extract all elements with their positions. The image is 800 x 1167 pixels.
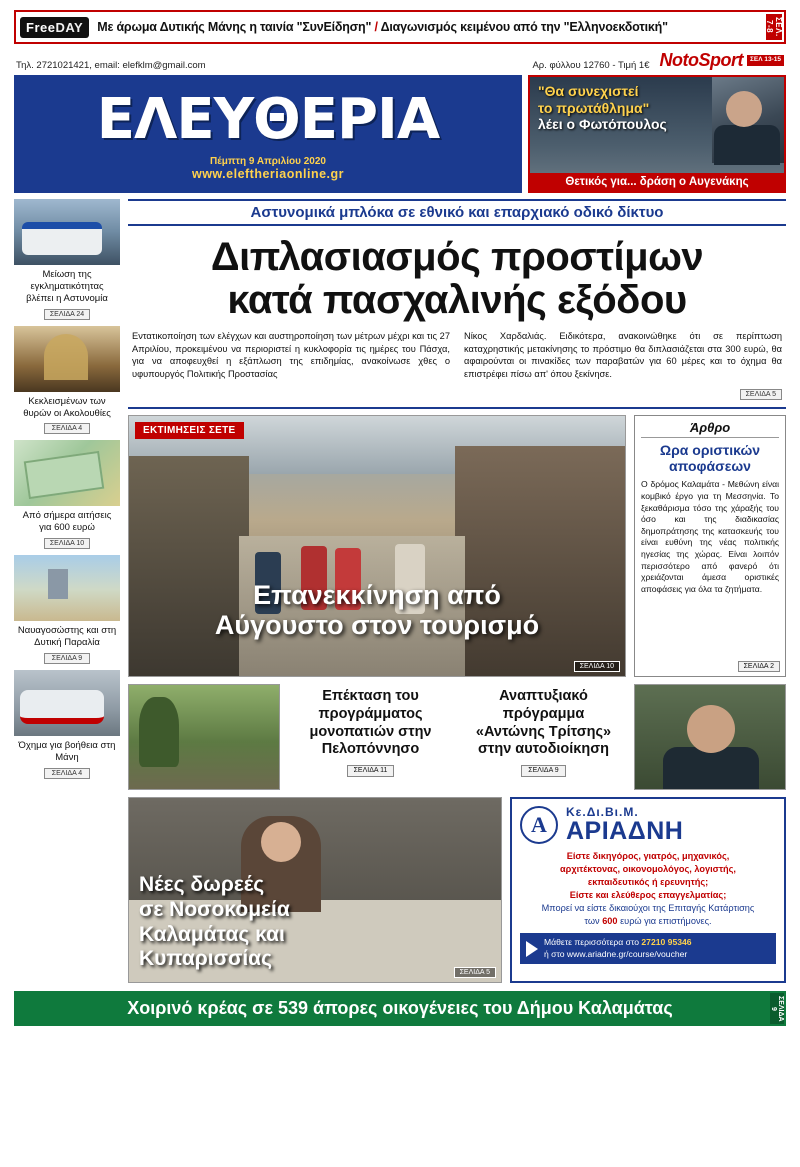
photo-shop-right	[455, 446, 625, 676]
ad-amount: 600	[602, 915, 618, 926]
right-content-column	[128, 199, 786, 983]
donations-line1: Νέες δωρεές	[139, 873, 265, 897]
donations-overlay-text	[139, 873, 290, 972]
article-body: Ο δρόμος Καλαμάτα - Μεθώνη είναι κομβικό έργο για τη Μεσσηνία. Το ξεκαθάρισμα τόσο της χάραξής του όσο και της διαδικασίας δημοπράτησης της κατασκευής του είναι ευθύνη της νέας πολιτικής ηγεσίας της χώρας. Είναι λοιπόν περισσότερο από φανερό ότι χρειάζονται άμεσα οριστικές αποφάσεις για όλα τα ζητήματα.	[641, 479, 779, 594]
teaser-item[interactable]	[14, 440, 120, 549]
freeday-logo-free: Free	[26, 19, 56, 35]
bottom-row	[128, 797, 786, 983]
article-page-tag: ΣΕΛΙΔΑ 2	[738, 661, 780, 672]
mid-row	[128, 415, 786, 677]
play-triangle-icon	[526, 941, 538, 957]
trails-story-text[interactable]	[288, 684, 453, 790]
lead-paragraph-1: Εντατικοποίηση των ελέγχων και αυστηροποίηση των μέτρων μέχρι και τις 27 Απριλίου, προκειμένου να περιοριστεί η κυκλοφορία τις ημέρες του Πάσχα, για να αποφευχθεί η εξάπλωση της επιδημίας, ανακοίνωσε χθες ο υφυπουργός Πολιτικής Προστασίας	[132, 331, 450, 379]
notosport-logo	[660, 50, 785, 71]
footer-page-badge: ΣΕΛΙΔΑ 9	[770, 993, 784, 1024]
masthead	[14, 75, 522, 193]
donations-page-tag: ΣΕΛΙΔΑ 5	[454, 967, 496, 978]
ad-line3: εκπαιδευτικός ή ερευνητής;	[587, 876, 709, 887]
ad-line4: Είστε και ελεύθερος επαγγελματίας;	[569, 889, 727, 900]
newspaper-title: ΕΛΕΥΘΕΡΙΑ	[96, 86, 440, 152]
two-stories-row	[128, 684, 786, 790]
tritsis-line2: πρόγραμμα	[502, 705, 585, 722]
ad-org-label: Κε.Δι.Βι.Μ.	[566, 805, 639, 820]
sports-quote	[530, 77, 784, 139]
teaser-item[interactable]	[14, 199, 120, 320]
ad-titles	[566, 805, 683, 844]
ad-line6	[522, 915, 774, 928]
info-line-right	[532, 50, 784, 71]
left-teaser-column	[14, 199, 120, 983]
teaser-photo-car	[14, 670, 120, 736]
contact-info: Τηλ. 2721021421, email: elefklm@gmail.com	[16, 60, 206, 71]
ad-line6-pre: των	[584, 915, 603, 926]
teaser-photo-police	[14, 199, 120, 265]
sports-quote-line3: λέει ο Φωτόπουλος	[538, 116, 667, 133]
trails-photo[interactable]	[128, 684, 280, 790]
teaser-item[interactable]	[14, 555, 120, 664]
sports-quote-line1: "Θα συνεχιστεί	[538, 83, 639, 99]
ad-cta-url: www.ariadne.gr/course/voucher	[566, 948, 688, 959]
lead-headline	[128, 226, 786, 330]
publication-date: Πέμπτη 9 Απριλίου 2020	[210, 155, 326, 167]
teaser-item[interactable]	[14, 326, 120, 435]
teaser-page-tag: ΣΕΛΙΔΑ 10	[44, 538, 90, 549]
trails-page-tag: ΣΕΛΙΔΑ 11	[347, 765, 395, 778]
sports-strip-text: Θετικός για... δράση ο Αυγενάκης	[530, 173, 784, 191]
ad-brand-name: ΑΡΙΑΔΝΗ	[566, 817, 684, 846]
ad-line1: Είστε δικηγόρος, γιατρός, μηχανικός,	[566, 851, 730, 862]
notosport-label: NotoSport	[659, 50, 743, 70]
ad-logo-letter: A	[531, 811, 547, 837]
info-line	[14, 44, 786, 75]
teaser-page-tag: ΣΕΛΙΔΑ 4	[44, 768, 90, 779]
tourism-overlay-line2: Αύγουστο στον τουρισμό	[214, 609, 540, 640]
tourism-page-tag: ΣΕΛΙΔΑ 10	[574, 661, 620, 672]
trails-line4: Πελοπόννησο	[321, 741, 420, 758]
opinion-article[interactable]	[634, 415, 786, 677]
trails-line2: προγράμματος	[318, 705, 423, 722]
teaser-caption: Από σήμερα αιτήσεις για 600 ευρώ	[22, 510, 112, 534]
photo-shop-left	[129, 456, 249, 676]
lead-paragraphs	[128, 330, 786, 380]
tritsis-line4: στην αυτοδιοίκηση	[477, 741, 610, 758]
teaser-page-tag: ΣΕΛΙΔΑ 24	[44, 309, 90, 320]
teaser-caption: Κεκλεισμένων των θυρών οι Ακολουθίες	[23, 395, 111, 419]
tourism-overlay-title	[129, 580, 625, 640]
article-title	[641, 442, 779, 474]
teaser-item[interactable]	[14, 670, 120, 779]
trails-line1: Επέκταση του	[322, 688, 419, 705]
sete-badge: ΕΚΤΙΜΗΣΕΙΣ ΣΕΤΕ	[135, 422, 244, 439]
donations-photo[interactable]	[128, 797, 502, 983]
article-title-line1: Ωρα οριστικών	[659, 442, 761, 459]
freeday-logo-day: DAY	[55, 19, 84, 35]
teaser-caption: Μείωση της εγκληματικότητας βλέπει η Αστυνομία	[26, 269, 108, 304]
donations-line4: Κυπαρισσίας	[139, 947, 273, 971]
teaser-caption: Ναυαγοσώστης και στη Δυτική Παραλία	[17, 625, 117, 648]
ad-cta-line1-pre: Μάθετε περισσότερα στο	[544, 937, 642, 948]
freeday-logo	[20, 17, 89, 38]
ad-cta[interactable]	[520, 933, 776, 963]
lead-headline-line1: Διπλασιασμός προστίμων	[210, 235, 704, 279]
top-promo-separator: /	[374, 20, 378, 34]
teaser-photo-church	[14, 326, 120, 392]
ad-cta-text	[544, 937, 692, 959]
website-url: www.eleftheriaonline.gr	[191, 166, 345, 181]
footer-banner[interactable]	[14, 991, 786, 1026]
divider	[128, 407, 786, 409]
top-promo-text	[97, 20, 668, 34]
teaser-page-tag: ΣΕΛΙΔΑ 4	[44, 423, 90, 434]
sports-quote-line2: το πρωτάθλημα"	[538, 99, 650, 116]
teaser-photo-beach	[14, 555, 120, 621]
teaser-page-tag: ΣΕΛΙΔΑ 9	[44, 653, 90, 664]
ad-body	[520, 844, 776, 927]
teaser-caption: Όχημα για βοήθεια στη Μάνη	[18, 739, 116, 763]
top-promo-text-right: Διαγωνισμός κειμένου από την "Ελληνοεκδοτική"	[380, 20, 668, 34]
article-label: Άρθρο	[641, 420, 779, 438]
lead-tag-wrap	[128, 380, 786, 401]
ad-cta-line2-pre: ή στο	[544, 948, 567, 959]
donations-line3: Καλαμάτας και	[139, 922, 285, 946]
lead-headline-line2: κατά πασχαλινής εξόδου	[227, 278, 687, 323]
tritsis-page-tag: ΣΕΛΙΔΑ 9	[521, 765, 565, 778]
tritsis-story-text[interactable]	[461, 684, 626, 790]
teaser-photo-money	[14, 440, 120, 506]
sports-teaser-box[interactable]	[528, 75, 786, 193]
masthead-row	[14, 75, 786, 193]
advertisement-ariadni[interactable]	[510, 797, 786, 983]
issue-info: Αρ. φύλλου 12760 - Τιμή 1€	[532, 60, 650, 71]
lead-kicker: Αστυνομικά μπλόκα σε εθνικό και επαρχιακό οδικό δίκτυο	[128, 199, 786, 226]
trails-line3: μονοπατιών στην	[309, 723, 432, 740]
tourism-overlay-line1: Επανεκκίνηση από	[253, 579, 501, 610]
ad-line6-post: ευρώ για επιστήμονες.	[617, 915, 712, 926]
footer-text: Χοιρινό κρέας σε 539 άπορες οικογένειες του Δήμου Καλαμάτας	[127, 998, 673, 1019]
lead-page-tag: ΣΕΛΙΔΑ 5	[740, 389, 782, 400]
top-promo-page-badge: ΣΕΛ. 7-8	[766, 14, 782, 40]
tritsis-line3: «Αντώνης Τρίτσης»	[475, 723, 612, 740]
ad-header	[520, 805, 776, 844]
top-promo-bar	[14, 10, 786, 44]
tritsis-line1: Αναπτυξιακό	[499, 688, 588, 705]
ad-line2: αρχιτέκτονας, οικονομολόγος, λογιστής,	[559, 864, 736, 875]
main-content	[14, 199, 786, 983]
top-promo-text-left: Με άρωμα Δυτικής Μάνης η ταινία "ΣυνΕίδηση"	[97, 20, 372, 34]
ariadni-logo-icon	[520, 806, 558, 844]
donations-line2: σε Νοσοκομεία	[139, 897, 290, 921]
ad-cta-phone: 27210 95346	[641, 937, 692, 948]
tourism-photo[interactable]	[128, 415, 626, 677]
lead-paragraph-2: Νίκος Χαρδαλιάς. Ειδικότερα, ανακοινώθηκε ότι σε περίπτωση καταχρηστικής μετακίνησης το πρόστιμο θα διπλασιάζεται στα 300 ευρώ, θα αφαιρούνται οι πινακίδες των παραβατών για 60 μέρες και το όχημα θα επιστρέφει πίσω απ' όπου ξεκίνησε.	[464, 331, 782, 379]
article-title-line2: αποφάσεων	[669, 458, 751, 475]
tritsis-photo[interactable]	[634, 684, 786, 790]
notosport-page-badge: ΣΕΛ 13-15	[747, 55, 784, 66]
ad-line5: Μπορεί να είστε δικαιούχοι της Επιταγής Κατάρτισης	[541, 902, 755, 913]
